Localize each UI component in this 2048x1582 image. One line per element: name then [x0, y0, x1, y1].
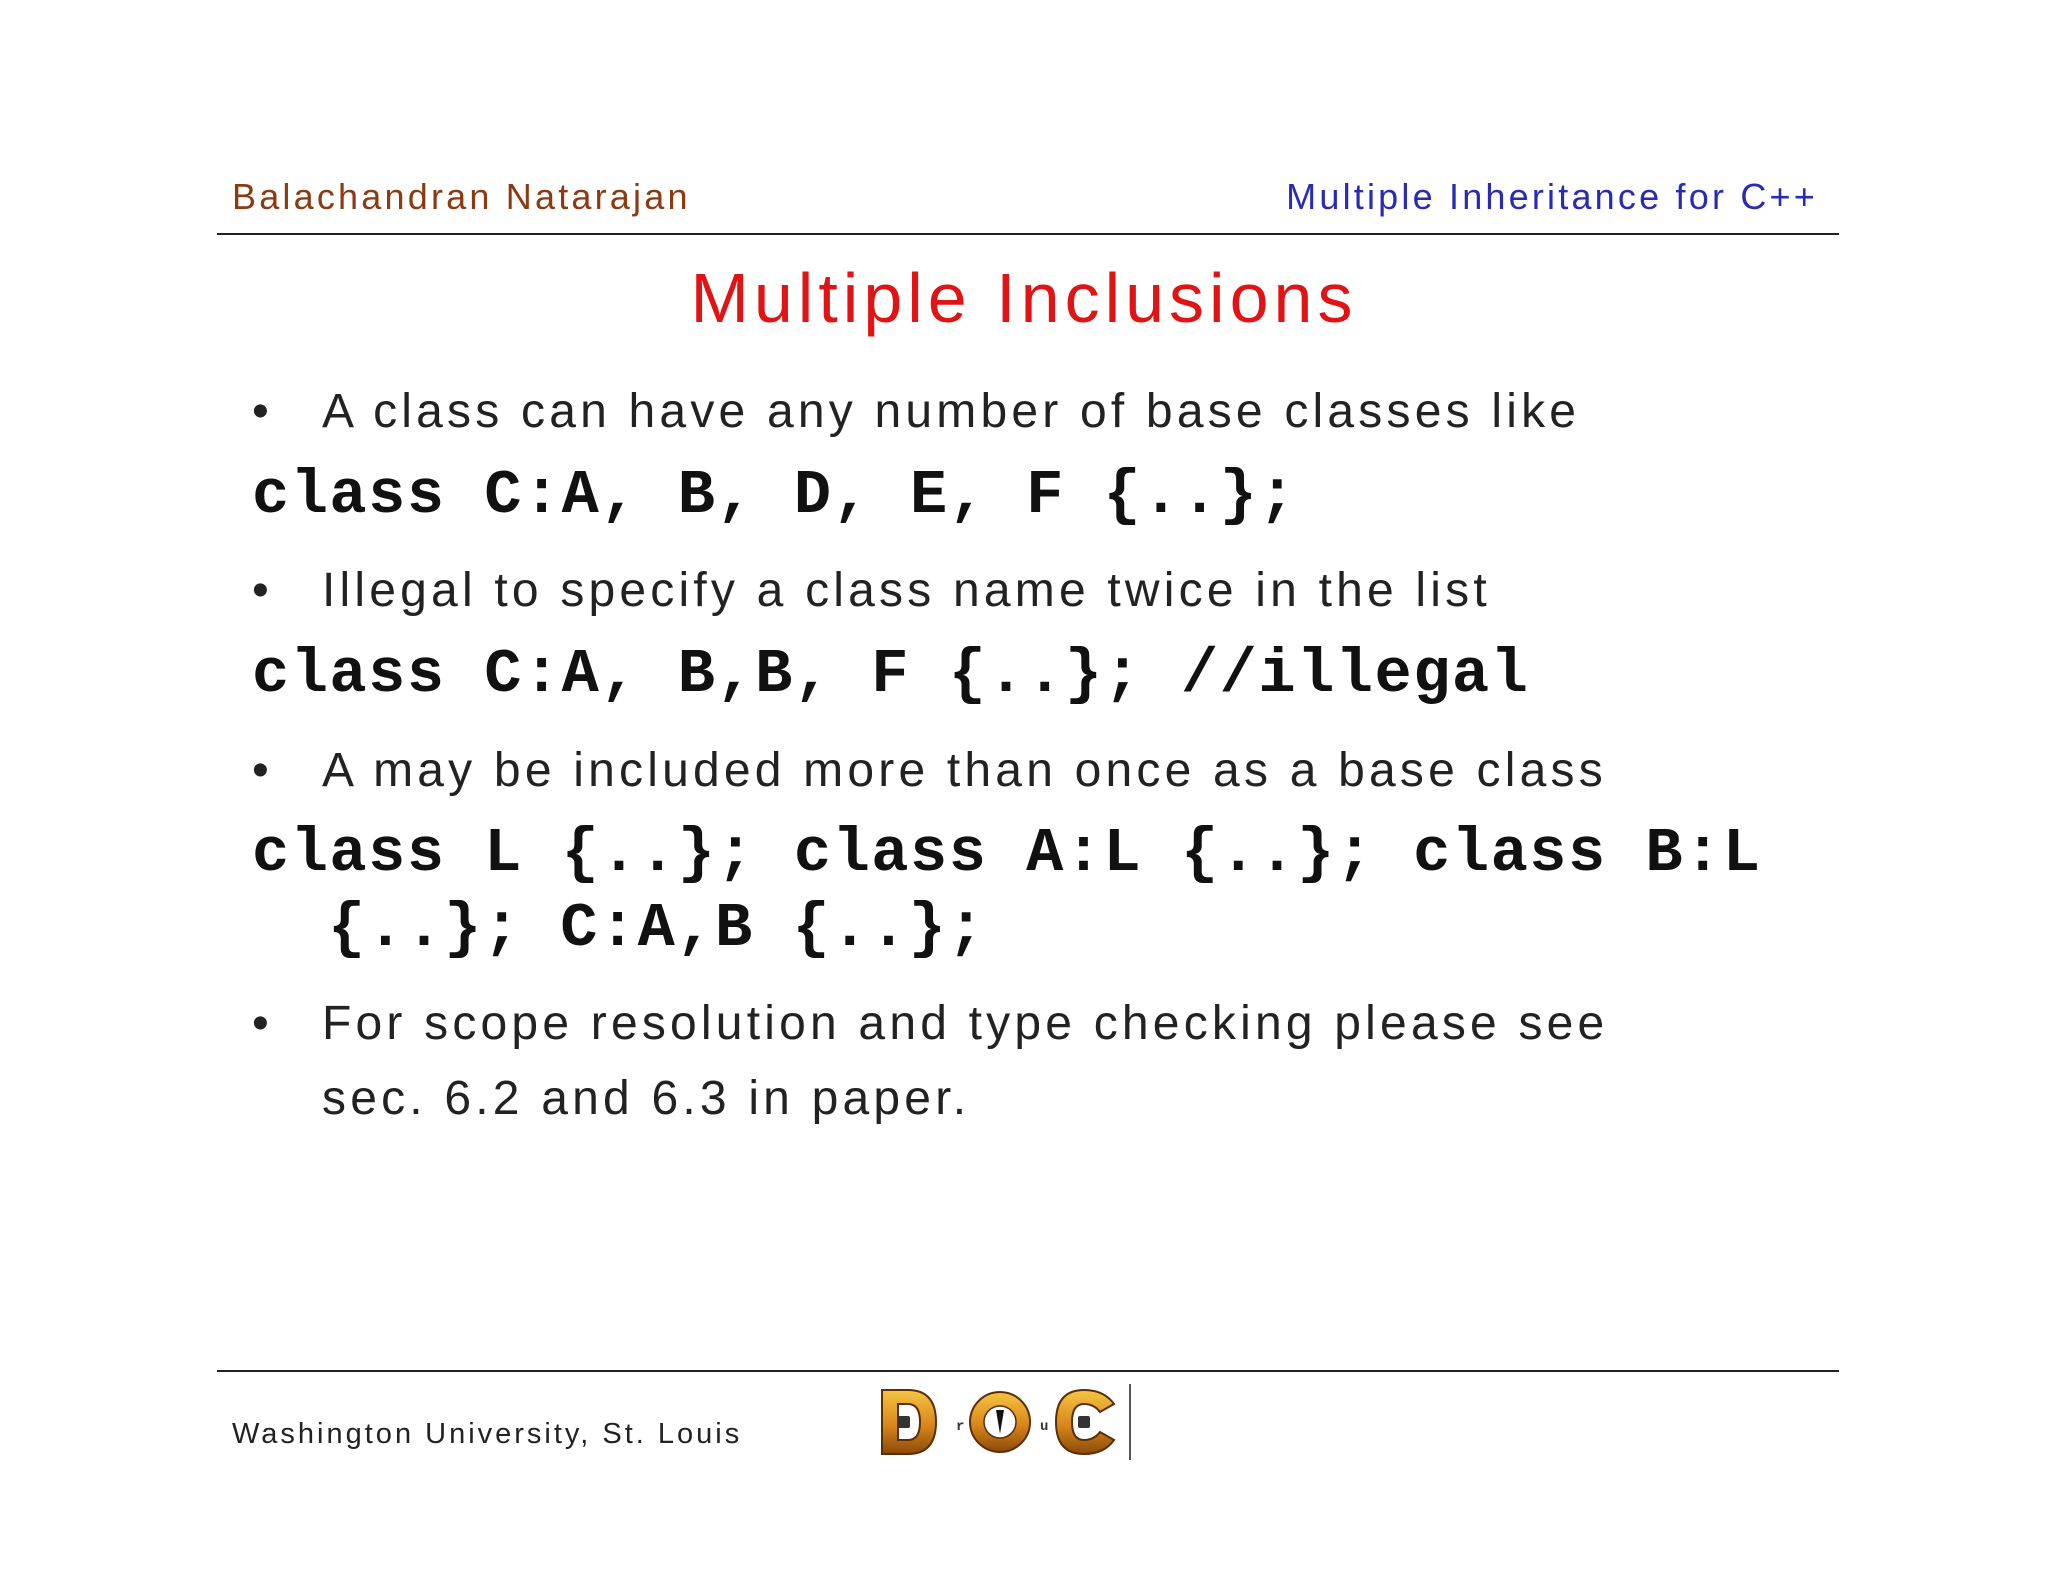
bullet-text: A may be included more than once as a base class — [322, 744, 1607, 797]
code-example-3-line-1: class L {..}; class A:L {..}; class B:L — [252, 818, 1762, 889]
bullet-text: Illegal to specify a class name twice in the list — [322, 564, 1491, 617]
bullet-item-4-continuation: sec. 6.2 and 6.3 in paper. — [322, 1072, 971, 1125]
footer-divider — [217, 1370, 1839, 1372]
bullet-text: A class can have any number of base classes like — [322, 385, 1581, 438]
logo-letter-o — [970, 1392, 1030, 1452]
bullet-text: For scope resolution and type checking please see — [322, 997, 1609, 1050]
code-example-1: class C:A, B, D, E, F {..}; — [252, 460, 1298, 531]
logo-small-letter-u: u — [1040, 1419, 1049, 1435]
header-divider — [217, 233, 1839, 235]
course-title: Multiple Inheritance for C++ — [1286, 176, 1818, 217]
logo-letter-c — [1056, 1390, 1114, 1454]
bullet-item-2 — [252, 563, 1491, 618]
bullet-glyph: • — [252, 997, 274, 1050]
author-name: Balachandran Natarajan — [232, 176, 691, 217]
bullet-item-4 — [252, 996, 1608, 1051]
footer-institution: Washington University, St. Louis — [232, 1418, 743, 1450]
bullet-item-1 — [252, 384, 1580, 439]
logo-small-letter-r: r — [956, 1419, 965, 1435]
code-example-3-line-2: {..}; C:A,B {..}; — [328, 893, 987, 964]
doc-group-logo — [878, 1382, 1138, 1462]
bullet-glyph: • — [252, 744, 274, 797]
bullet-glyph: • — [252, 564, 274, 617]
bullet-item-3 — [252, 743, 1607, 798]
code-example-2: class C:A, B,B, F {..}; //illegal — [252, 639, 1530, 710]
logo-letter-d — [882, 1390, 936, 1454]
bullet-glyph: • — [252, 385, 274, 438]
slide-title: Multiple Inclusions — [690, 259, 1358, 337]
